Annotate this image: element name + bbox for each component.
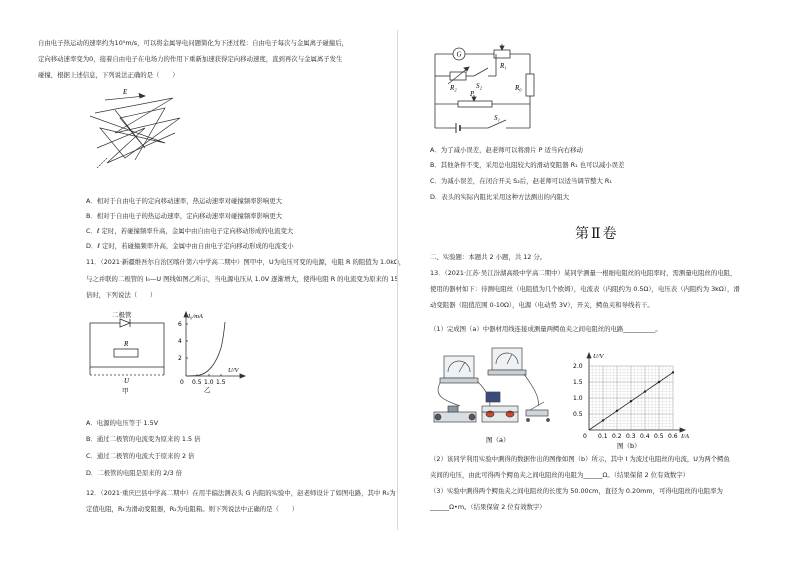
ammeter-icon — [444, 356, 474, 378]
xtick-0-3: 0.3 — [626, 433, 636, 440]
yi-xlabel: U/V — [228, 367, 239, 374]
xtick-0-6: 0.6 — [668, 433, 678, 440]
yi-origin: 0 — [180, 379, 184, 386]
slider-p-label: P — [470, 90, 475, 98]
graph-ylabel: U/V — [593, 353, 604, 360]
data-point — [602, 419, 604, 421]
q10-option-d: D．ℓ 定时，若碰撞频率升高，金属中由自由电子定向移动形成的电流变小 — [86, 242, 294, 250]
q13-stem-1: 13．（2021·江苏·吴江汾湖高级中学高二期中）某同学测量一根细电阻丝的电阻率时，需测量电阻丝的电阻， — [430, 269, 737, 277]
ytick-2-0: 2.0 — [573, 363, 583, 370]
s2-label: S₂ — [476, 82, 482, 90]
xtick-0-1: 0.1 — [598, 433, 608, 440]
xtick-0-4: 0.4 — [640, 433, 650, 440]
graph-xlabel: I/A — [681, 433, 689, 440]
battery-icon — [486, 392, 500, 402]
apparatus-figure-a — [430, 340, 560, 448]
jia-caption: 甲 — [122, 387, 129, 395]
s1-label: S₁ — [494, 114, 500, 122]
q10-option-c: C．ℓ 定时，若碰撞频率升高，金属中由自由电子定向移动形成的电流变大 — [86, 227, 294, 235]
q12-option-d: D．表头的实际内阻比采用这种方法测出的内阻大 — [430, 193, 570, 201]
r2-label: R₂ — [450, 84, 457, 92]
q11-stem-3: 倍时，下列说法（ ） — [86, 291, 157, 299]
q11-option-a: A．电源的电压等于 1.5V — [86, 419, 159, 427]
q12-stem-1: 12．（2021·重庆巴县中学高二期中）在用半偏法测表头 G 内阻的实验中，赵老师设计了如图电路，其中 R₀为 — [86, 489, 396, 497]
voltmeter-icon — [492, 348, 522, 370]
field-e-label: E — [123, 88, 128, 96]
xtick-0-5: 0.5 — [654, 433, 664, 440]
yi-ytick-2: 2 — [178, 355, 182, 362]
q10-option-a: A．相对于自由电子的定向移动速率，热运动速率对碰撞频率影响更大 — [86, 197, 283, 205]
q10-option-b: B．相对于自由电子的热运动速率，定向移动速率对碰撞频率影响更大 — [86, 212, 283, 220]
q12-option-a: A．为了减小误差，赵老师可以将滑片 P 适当向右移动 — [430, 146, 583, 154]
galvanometer-label: G — [456, 50, 462, 59]
q13-stem-3: 动变阻器（阻值范围 0-10Ω），电源（电动势 3V），开关，鳄鱼夹和导线若干。 — [430, 301, 654, 309]
yi-ylabel: I₀/mA — [188, 313, 203, 320]
section-title: 第Ⅱ卷 — [575, 226, 619, 242]
data-point — [644, 390, 646, 392]
figure-a-caption: 图（a） — [486, 436, 510, 444]
ytick-0-5: 0.5 — [573, 411, 583, 418]
q11-stem-1: 11．（2021·新疆维吾尔自治区喀什第六中学高二期中）图甲中，U为电压可变的电源，电阻 R 的阻值为 1.0kΩ， — [86, 258, 406, 266]
r1-label: R₁ — [500, 62, 507, 70]
q11-option-d: D．二极管的电阻是原来的 2/3 倍 — [86, 469, 182, 477]
q11-option-c: C．通过二极管的电流大于原来的 2 倍 — [86, 452, 195, 460]
q12-option-b: B．其他条件不变，采用总电阻较大的滑动变阻器 R₁ 也可以减小误差 — [430, 161, 625, 169]
half-deflection-circuit — [430, 44, 542, 136]
q11-stem-2: 与之并联的二极管的 I₀—U 图线如图乙所示，当电源电压从 1.0V 逐渐增大，使得电阻 R 的电流变为原来的 15 — [86, 275, 399, 283]
figure-b-caption: 图（b） — [617, 442, 641, 450]
q11-option-b: B．通过二极管的电流变为原来的 1.5 倍 — [86, 435, 201, 443]
yi-caption: 乙 — [204, 386, 211, 394]
electron-path-figure — [85, 88, 195, 178]
ui-graph-figure-b — [569, 352, 699, 448]
circuit-jia-figure — [86, 311, 168, 395]
diode-label: 二极管 — [112, 311, 132, 319]
q13-part-2-line-1: （2）该同学利用实验中测得的数据作出的图像如图（b）所示，其中 I 为流过电阻丝的电流，U为两个鳄鱼 — [430, 455, 730, 463]
graph-origin: 0 — [583, 433, 587, 440]
q12-option-c: C．为减小误差，在闭合开关 S₂后，赵老师可以适当调节整大 R₁ — [430, 177, 612, 185]
intro-line-1: 自由电子热运动的速率约为10⁵m/s，可以将金属导电问题简化为下述过程：自由电子每次与金属离子碰撞后， — [38, 39, 348, 47]
q13-part-3-line-2: ______Ω•m。（结果保留 2 位有效数字） — [430, 503, 546, 511]
q13-part-3-line-1: （3）实验中测得两个鳄鱼夹之间电阻丝的长度为 50.00cm，直径为 0.20mm，可得电阻丝的电阻率为 — [430, 487, 723, 495]
part-heading: 二、实验题：本题共 2 小题，共 12 分。 — [430, 253, 547, 261]
ytick-1-5: 1.5 — [573, 379, 583, 386]
data-point — [658, 381, 660, 383]
q13-part-2-line-2: 夹间的电压，由此可得两个鳄鱼夹之间电阻丝的电阻为______Ω。（结果保留 2 位有效数字） — [430, 471, 690, 479]
xtick-0-2: 0.2 — [612, 433, 622, 440]
yi-xtick-05: 0.5 — [192, 379, 202, 386]
iv-curve-yi-figure — [168, 310, 248, 392]
switch-icon — [526, 410, 548, 416]
resistor-label: R — [124, 340, 129, 348]
right-column — [397, 0, 794, 562]
r0-label: R₀ — [515, 84, 522, 92]
voltage-label: U — [124, 377, 130, 385]
q12-stem-2: 定值电阻，R₁为滑动变阻器，R₂为电阻箱。则下列说法中正确的是（ ） — [86, 505, 299, 513]
intro-line-2: 定向移动速率变为0，接着自由电子在电场力的作用下重新加速获得定向移动速度，直到再次与金属离子发生 — [38, 55, 343, 63]
ytick-1-0: 1.0 — [573, 395, 583, 402]
q13-part-1: （1）完成图（a）中器材用线连接成测量两鳄鱼夹之间电阻丝的电路__________。 — [430, 325, 662, 333]
data-point — [672, 371, 674, 373]
yi-xtick-15: 1.5 — [216, 379, 226, 386]
yi-xtick-10: 1.0 — [204, 379, 214, 386]
yi-ytick-4: 4 — [178, 338, 182, 345]
data-point — [616, 410, 618, 412]
yi-ytick-6: 6 — [178, 321, 182, 328]
intro-line-3: 碰撞，根据上述信息，下列说法正确的是（ ） — [38, 71, 179, 79]
q13-stem-2: 使用的器材如下：待测电阻丝（电阻值为几个欧姆），电流表（内阻约为 0.5Ω），电压表（内阻约为 3kΩ），滑 — [430, 285, 740, 293]
data-point — [630, 400, 632, 402]
